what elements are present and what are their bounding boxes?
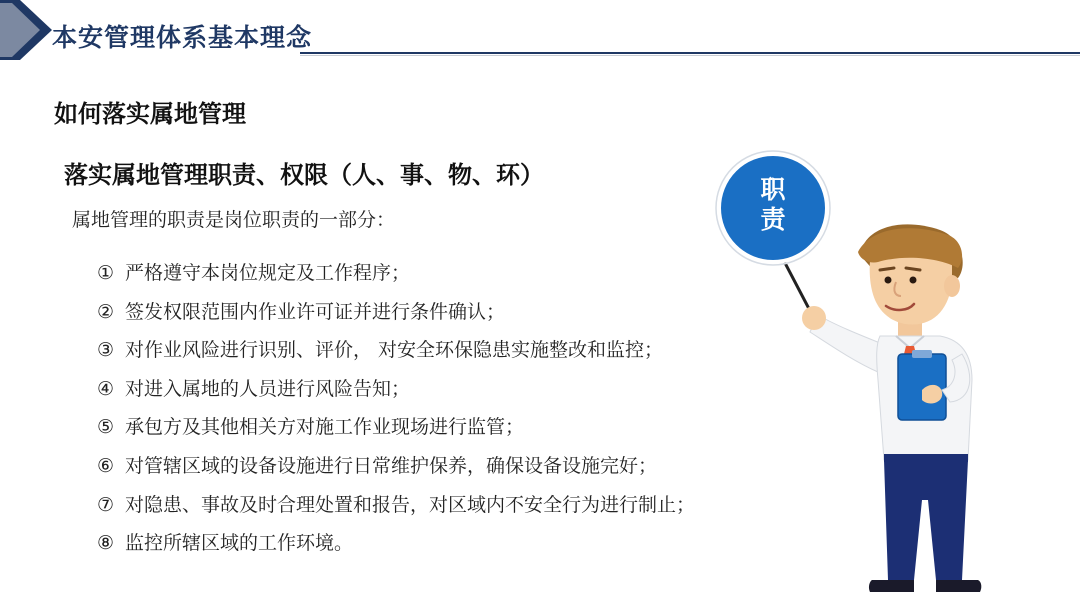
duty-text: 对管辖区域的设备设施进行日常维护保养，确保设备设施完好； <box>125 454 658 477</box>
intro-text: 属地管理的职责是岗位职责的一部分： <box>72 209 396 231</box>
page-title: 本安管理体系基本理念 <box>52 23 313 52</box>
duty-item <box>97 526 695 565</box>
duty-text: 签发权限范围内作业许可证并进行条件确认； <box>125 300 506 323</box>
duty-item <box>97 410 695 449</box>
duty-number: ③ <box>97 339 115 362</box>
sign-label <box>751 175 795 235</box>
duty-text: 承包方及其他相关方对施工作业现场进行监管； <box>125 416 525 439</box>
duty-item <box>97 488 695 527</box>
duty-text: 对作业风险进行识别、评价， 对安全环保隐患实施整改和监控； <box>125 339 664 362</box>
duty-list <box>97 256 695 565</box>
duty-text: 对隐患、事故及时合理处置和报告，对区域内不安全行为进行制止； <box>125 493 696 516</box>
duty-number: ② <box>97 300 115 323</box>
duty-text: 对进入属地的人员进行风险告知； <box>125 377 411 400</box>
duty-item <box>97 449 695 488</box>
duty-text: 监控所辖区域的工作环境。 <box>125 532 354 555</box>
duty-number: ⑤ <box>97 416 115 439</box>
sign-text-line-1: 职 <box>760 175 786 204</box>
duty-number: ⑦ <box>97 493 115 516</box>
duty-item <box>97 256 695 295</box>
duty-number: ⑧ <box>97 532 115 555</box>
man-with-sign-illustration <box>700 140 1000 600</box>
section-title: 如何落实属地管理 <box>54 100 246 128</box>
duty-number: ⑥ <box>97 454 115 477</box>
duty-item <box>97 295 695 334</box>
face <box>870 254 952 324</box>
sign-text-line-2: 责 <box>760 205 786 234</box>
duty-item <box>97 333 695 372</box>
duty-text: 严格遵守本岗位规定及工作程序； <box>125 262 411 284</box>
duty-number: ④ <box>97 377 115 400</box>
trousers <box>884 460 968 580</box>
left-hand <box>802 306 826 330</box>
duty-number: ① <box>97 262 115 284</box>
duty-item <box>97 372 695 411</box>
subsection-title: 落实属地管理职责、权限（人、事、物、环） <box>64 161 544 189</box>
